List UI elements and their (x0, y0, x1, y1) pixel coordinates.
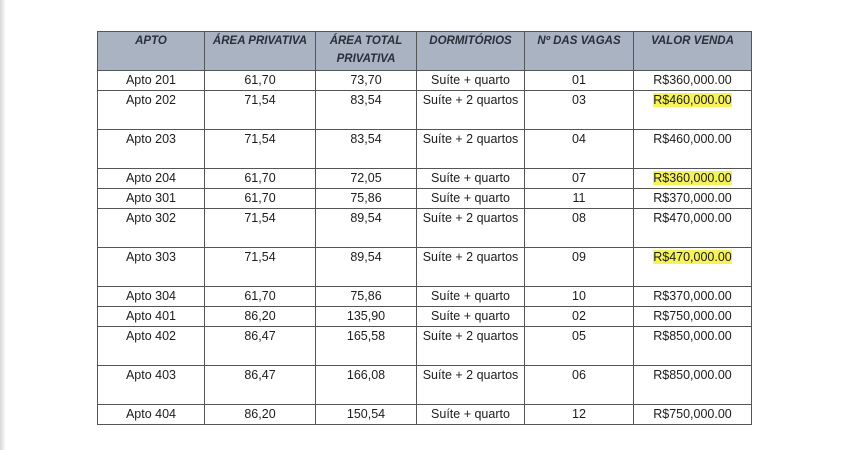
table-row (98, 248, 752, 287)
cell-dormitorios: Suíte + 2 quartos (417, 327, 525, 366)
cell-valor-venda: R$750,000.00 (634, 307, 752, 327)
cell-valor-venda: R$750,000.00 (634, 405, 752, 425)
cell-vagas: 05 (525, 327, 634, 366)
table-body (98, 71, 752, 425)
cell-valor-venda: R$370,000.00 (634, 189, 752, 209)
header-apto: APTO (98, 32, 205, 71)
cell-apto: Apto 201 (98, 71, 205, 91)
cell-vagas: 04 (525, 130, 634, 169)
header-row (98, 32, 752, 71)
cell-area-privativa: 61,70 (205, 287, 316, 307)
cell-apto: Apto 302 (98, 209, 205, 248)
header-area-total-privativa: ÁREA TOTAL PRIVATIVA (316, 32, 417, 71)
header-vagas: Nº DAS VAGAS (525, 32, 634, 71)
page-edge-shadow (0, 0, 6, 450)
cell-area-privativa: 71,54 (205, 130, 316, 169)
cell-valor-venda (634, 91, 752, 130)
cell-dormitorios: Suíte + 2 quartos (417, 366, 525, 405)
cell-area-total: 150,54 (316, 405, 417, 425)
cell-area-total: 166,08 (316, 366, 417, 405)
cell-area-privativa: 86,47 (205, 366, 316, 405)
cell-valor-venda: R$850,000.00 (634, 327, 752, 366)
table-row (98, 327, 752, 366)
cell-valor-venda: R$370,000.00 (634, 287, 752, 307)
header-dormitorios: DORMITÓRIOS (417, 32, 525, 71)
cell-area-total: 75,86 (316, 287, 417, 307)
cell-dormitorios: Suíte + 2 quartos (417, 248, 525, 287)
cell-valor-venda (634, 248, 752, 287)
cell-area-total: 165,58 (316, 327, 417, 366)
cell-apto: Apto 204 (98, 169, 205, 189)
header-valor-venda: VALOR VENDA (634, 32, 752, 71)
cell-apto: Apto 403 (98, 366, 205, 405)
cell-apto: Apto 301 (98, 189, 205, 209)
cell-dormitorios: Suíte + quarto (417, 405, 525, 425)
cell-apto: Apto 404 (98, 405, 205, 425)
cell-area-total: 72,05 (316, 169, 417, 189)
cell-area-privativa: 71,54 (205, 248, 316, 287)
highlighted-value: R$470,000.00 (653, 250, 732, 264)
cell-apto: Apto 203 (98, 130, 205, 169)
cell-vagas: 10 (525, 287, 634, 307)
cell-valor-venda: R$460,000.00 (634, 130, 752, 169)
cell-apto: Apto 402 (98, 327, 205, 366)
table-row (98, 189, 752, 209)
cell-vagas: 07 (525, 169, 634, 189)
table-row (98, 71, 752, 91)
table-row (98, 366, 752, 405)
cell-area-total: 83,54 (316, 91, 417, 130)
cell-area-privativa: 71,54 (205, 209, 316, 248)
table-row (98, 169, 752, 189)
cell-valor-venda: R$360,000.00 (634, 71, 752, 91)
cell-dormitorios: Suíte + quarto (417, 71, 525, 91)
table-row (98, 209, 752, 248)
cell-area-privativa: 61,70 (205, 71, 316, 91)
cell-vagas: 12 (525, 405, 634, 425)
cell-apto: Apto 401 (98, 307, 205, 327)
cell-area-privativa: 71,54 (205, 91, 316, 130)
cell-vagas: 01 (525, 71, 634, 91)
cell-area-privativa: 61,70 (205, 169, 316, 189)
cell-vagas: 03 (525, 91, 634, 130)
cell-dormitorios: Suíte + quarto (417, 287, 525, 307)
cell-area-total: 73,70 (316, 71, 417, 91)
cell-dormitorios: Suíte + quarto (417, 189, 525, 209)
cell-valor-venda: R$470,000.00 (634, 209, 752, 248)
cell-area-privativa: 86,47 (205, 327, 316, 366)
cell-dormitorios: Suíte + quarto (417, 169, 525, 189)
cell-area-total: 83,54 (316, 130, 417, 169)
cell-area-total: 89,54 (316, 209, 417, 248)
table-header (98, 32, 752, 71)
cell-area-privativa: 86,20 (205, 307, 316, 327)
table-row (98, 91, 752, 130)
apartment-price-table (97, 31, 752, 425)
cell-area-total: 89,54 (316, 248, 417, 287)
cell-vagas: 02 (525, 307, 634, 327)
table-row (98, 287, 752, 307)
cell-dormitorios: Suíte + 2 quartos (417, 130, 525, 169)
cell-dormitorios: Suíte + 2 quartos (417, 91, 525, 130)
cell-dormitorios: Suíte + quarto (417, 307, 525, 327)
cell-vagas: 11 (525, 189, 634, 209)
cell-valor-venda: R$850,000.00 (634, 366, 752, 405)
cell-vagas: 08 (525, 209, 634, 248)
table-row (98, 307, 752, 327)
cell-dormitorios: Suíte + 2 quartos (417, 209, 525, 248)
table-row (98, 405, 752, 425)
cell-area-privativa: 61,70 (205, 189, 316, 209)
cell-area-total: 135,90 (316, 307, 417, 327)
cell-valor-venda (634, 169, 752, 189)
cell-apto: Apto 202 (98, 91, 205, 130)
highlighted-value: R$360,000.00 (653, 171, 732, 185)
cell-vagas: 06 (525, 366, 634, 405)
cell-area-total: 75,86 (316, 189, 417, 209)
highlighted-value: R$460,000.00 (653, 93, 732, 107)
cell-area-privativa: 86,20 (205, 405, 316, 425)
table-row (98, 130, 752, 169)
cell-apto: Apto 304 (98, 287, 205, 307)
cell-vagas: 09 (525, 248, 634, 287)
header-area-privativa: ÁREA PRIVATIVA (205, 32, 316, 71)
cell-apto: Apto 303 (98, 248, 205, 287)
